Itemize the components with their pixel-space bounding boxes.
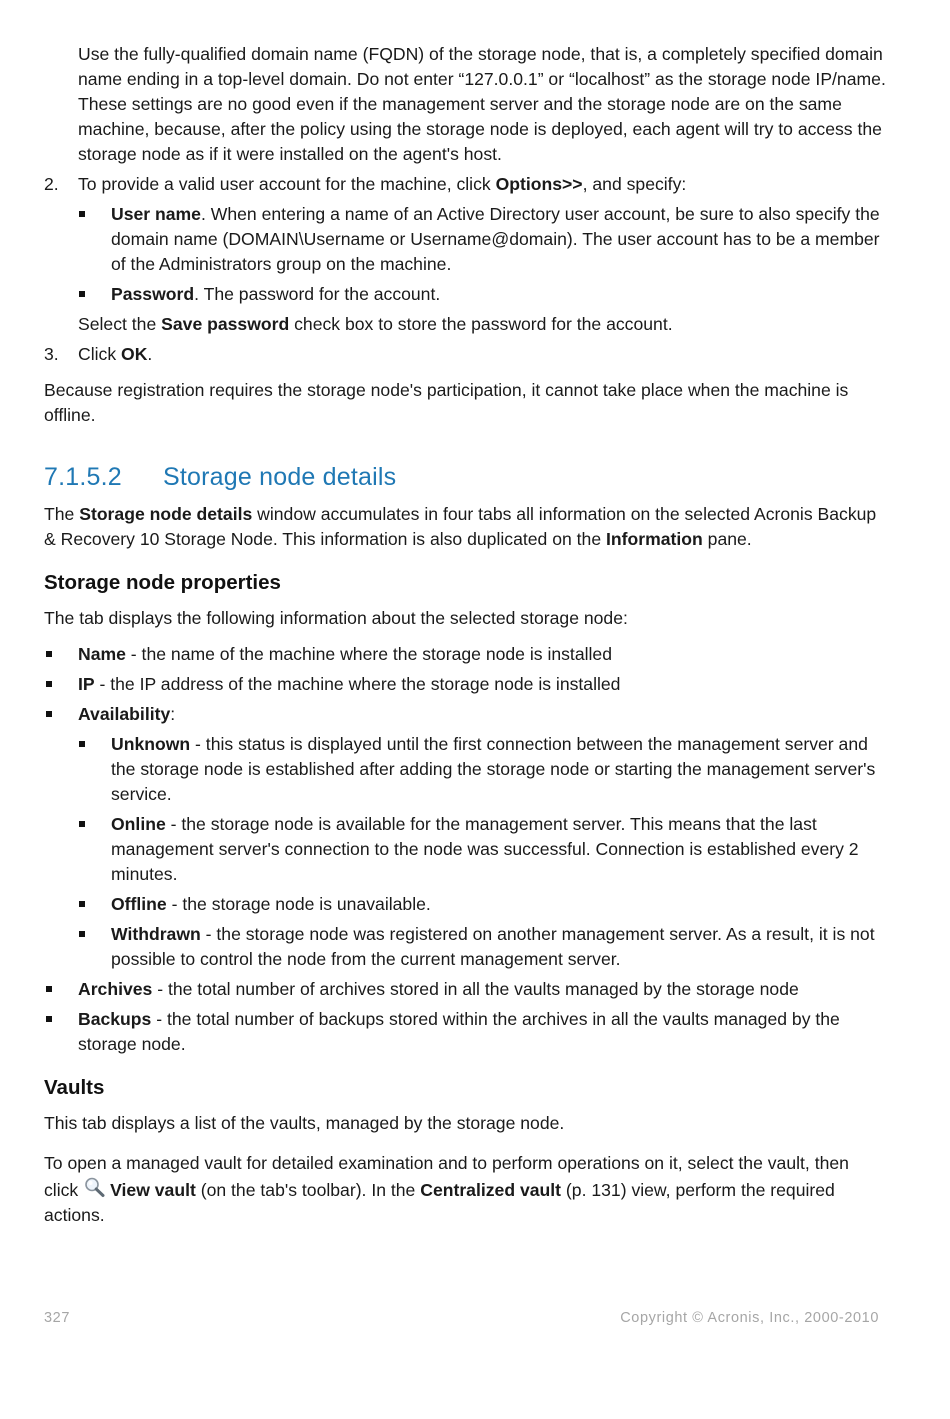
step-number: 3. bbox=[44, 344, 59, 364]
bullet-square bbox=[46, 1016, 52, 1022]
bullet-square bbox=[79, 291, 85, 297]
bullet-square bbox=[79, 741, 85, 747]
page-footer bbox=[44, 1310, 879, 1326]
magnifier-icon bbox=[83, 1176, 107, 1198]
description: . When entering a name of an Active Directory user account, be sure to also specify the domain name (DOMAIN\Username or Username@domain). The user account has to be a member of the Administrators group on the machine. bbox=[111, 204, 880, 274]
details-intro: The Storage node details window accumulates in four tabs all information on the selected Acronis Backup & Recovery 10 Storage Node. This information is also duplicated on the Information pane. bbox=[44, 504, 877, 549]
list-item-archives: Archives - the total number of archives stored in all the vaults managed by the storage node bbox=[44, 977, 886, 1002]
list-item-name: Name - the name of the machine where the storage node is installed bbox=[44, 642, 886, 667]
section-title: Storage node details bbox=[163, 463, 397, 491]
description: . The password for the account. bbox=[194, 284, 441, 304]
step-text: Click bbox=[78, 344, 122, 364]
term: Password bbox=[111, 284, 195, 304]
properties-heading: Storage node properties bbox=[44, 571, 281, 594]
list-item-withdrawn: Withdrawn - the storage node was registered on another management server. As a result, it is not possible to control the node from the current management server. bbox=[77, 922, 886, 972]
save-password-label: Save password bbox=[161, 314, 290, 334]
properties-intro: The tab displays the following information about the selected storage node: bbox=[44, 608, 628, 628]
bullet-square bbox=[79, 821, 85, 827]
list-item-ip: IP - the IP address of the machine where the storage node is installed bbox=[44, 672, 886, 697]
bullet-square bbox=[79, 901, 85, 907]
bullet-square bbox=[79, 211, 85, 217]
step-text-end: , and specify: bbox=[582, 174, 687, 194]
bullet-square bbox=[46, 711, 52, 717]
ok-label: OK bbox=[121, 344, 148, 364]
step-2 bbox=[44, 172, 886, 197]
list-item-unknown: Unknown - this status is displayed until the first connection between the management server and the storage node is established after adding the storage node or starting the management server's service. bbox=[77, 732, 886, 807]
step-3: 3. Click OK. bbox=[44, 342, 886, 367]
list-item-availability: Availability: bbox=[44, 702, 886, 727]
step-number: 2. bbox=[44, 174, 59, 194]
vaults-intro: This tab displays a list of the vaults, managed by the storage node. bbox=[44, 1113, 565, 1133]
view-vault-label: View vault bbox=[110, 1180, 196, 1200]
document-page bbox=[44, 42, 886, 1228]
list-item-backups: Backups - the total number of backups stored within the archives in all the vaults managed by the storage node. bbox=[44, 1007, 886, 1057]
list-item-user-name bbox=[77, 202, 886, 277]
list-item-password bbox=[77, 282, 886, 307]
term: User name bbox=[111, 204, 201, 224]
bullet-square bbox=[79, 931, 85, 937]
list-item-offline: Offline - the storage node is unavailable. bbox=[77, 892, 886, 917]
fqdn-paragraph: Use the fully-qualified domain name (FQDN) of the storage node, that is, a completely specified domain name ending in a top-level domain. Do not enter “127.0.0.1” or “localhost” as the storage node IP/name. These settings are no good even if the management server and the storage node are on the same machine, because, after the policy using the storage node is deployed, each agent will try to access the storage node as if it were installed on the agent's host. bbox=[78, 44, 886, 164]
save-password-note: Select the Save password check box to store the password for the account. bbox=[78, 314, 673, 334]
copyright: Copyright © Acronis, Inc., 2000-2010 bbox=[620, 1310, 879, 1326]
step-text: To provide a valid user account for the machine, click bbox=[78, 174, 496, 194]
vaults-instructions: To open a managed vault for detailed examination and to perform operations on it, select the vault, then click View vault (on the tab's toolbar). In the Centralized vault (p. 131) view, perform the required actions. bbox=[44, 1153, 849, 1225]
bullet-square bbox=[46, 651, 52, 657]
page-number: 327 bbox=[44, 1310, 70, 1326]
section-number: 7.1.5.2 bbox=[44, 463, 122, 491]
bullet-square bbox=[46, 681, 52, 687]
centralized-vault-link[interactable]: Centralized vault bbox=[420, 1180, 562, 1200]
section-heading bbox=[44, 462, 886, 492]
offline-note: Because registration requires the storage node's participation, it cannot take place when the machine is offline. bbox=[44, 380, 849, 425]
bullet-square bbox=[46, 986, 52, 992]
options-label: Options>> bbox=[495, 174, 583, 194]
list-item-online: Online - the storage node is available for the management server. This means that the last management server's connection to the node was successful. Connection is established every 2 minutes. bbox=[77, 812, 886, 887]
vaults-heading: Vaults bbox=[44, 1076, 105, 1099]
